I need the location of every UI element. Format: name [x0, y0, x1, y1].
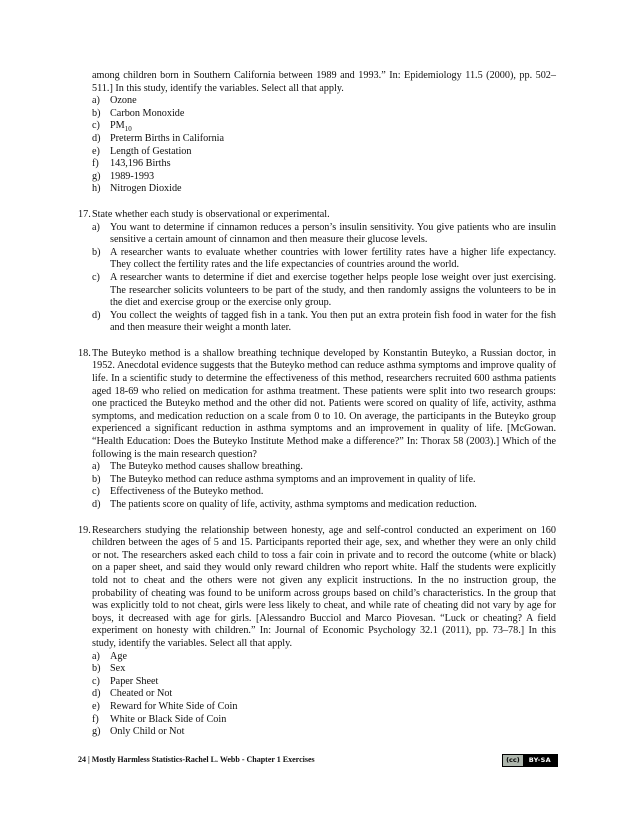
question-16-stem-end: among children born in Southern California between 1989 and 1993.” In: Epidemiology 11.5 (2000), pp. 502–511.] In this study, identify the variables. Select all that apply.	[92, 70, 556, 94]
question-17-option: d) You collect the weights of tagged fish in a tank. You then put an extra protein fish food in water for the fish and then measure their weight a month later.	[92, 309, 556, 334]
question-16-option: e) Length of Gestation	[92, 145, 192, 157]
question-16-option: a) Ozone	[92, 95, 137, 107]
question-16-continuation	[92, 70, 556, 196]
question-18-option: a) The Buteyko method causes shallow breathing.	[92, 461, 303, 473]
question-17-option: c) A researcher wants to determine if diet and exercise together helps people lose weight over just exercising. The researcher solicits volunteers to be part of the study, and then randomly assigns the volunteers to be in the diet and exercise group or the exercise only group.	[92, 271, 556, 309]
question-19-option: b) Sex	[92, 663, 126, 675]
question-18-option: b) The Buteyko method can reduce asthma symptoms and an improvement in quality of life.	[92, 473, 476, 485]
question-19-option: f) White or Black Side of Coin	[92, 713, 227, 725]
question-number: 18.	[78, 347, 91, 359]
question-19-option: a) Age	[92, 650, 127, 662]
question-17-body	[92, 209, 556, 335]
question-19-body	[92, 525, 556, 739]
cc-icon: (cc)	[503, 755, 523, 766]
question-number: 17.	[78, 208, 91, 220]
question-16-options	[92, 95, 556, 196]
question-16-option: d) Preterm Births in California	[92, 132, 225, 144]
question-17	[78, 209, 556, 335]
question-16-option: c) $PM_{10}$	[92, 120, 132, 134]
question-19-option: d) Cheated or Not	[92, 688, 173, 700]
question-16-option: f) 143,196 Births	[92, 158, 171, 170]
question-19-stem: Researchers studying the relationship between honesty, age and self-control conducted an experiment on 160 children between the ages of 5 and 15. Participants reported their age, sex, and whether they were an only child or not. The researchers asked each child to toss a fair coin in private and to record the outcome (white or black) on a paper sheet, and said they would only reward children who report white. Half the students were explicitly told not to cheat and the others were not given any explicit instructions. In the no instruction group, the probability of cheating was found to be uniform across groups based on child’s characteristics. In the group that was explicitly told to not cheat, girls were less likely to cheat, and while rate of cheating did not vary by age for boys, it decreased with age for girls. [Alessandro Bucciol and Marco Piovesan. “Luck or cheating? A field experiment on honesty with children.” In: Journal of Economic Psychology 32.1 (2011), pp. 73–78.] In this study, identify the variables. Select all that apply.	[92, 524, 556, 649]
question-18-option: c) Effectiveness of the Buteyko method.	[92, 486, 264, 498]
question-19-option: g) Only Child or Not	[92, 726, 185, 738]
cc-license-badge[interactable]	[502, 754, 558, 767]
question-16-option: b) Carbon Monoxide	[92, 107, 185, 119]
question-19	[78, 525, 556, 739]
question-18-option: d) The patients score on quality of life, activity, asthma symptoms and medication reduction.	[92, 499, 477, 510]
question-number: 19.	[78, 524, 91, 536]
question-16-option: h) Nitrogen Dioxide	[92, 183, 182, 195]
question-18-body	[92, 348, 556, 512]
question-17-stem: State whether each study is observational or experimental.	[92, 208, 330, 220]
question-17-option: a) You want to determine if cinnamon reduces a person’s insulin sensitivity. You give patients who are insulin sensitive a certain amount of cinnamon and then measure their glucose levels.	[92, 221, 556, 246]
question-19-option: e) Reward for White Side of Coin	[92, 700, 238, 712]
question-18	[78, 348, 556, 512]
license-label: BY-SA	[523, 755, 557, 766]
footer-text: 24 | Mostly Harmless Statistics-Rachel L. Webb - Chapter 1 Exercises	[78, 755, 315, 765]
question-16-option: g) 1989-1993	[92, 170, 155, 182]
page-footer	[78, 754, 558, 767]
question-19-option: c) Paper Sheet	[92, 675, 159, 687]
page-content	[78, 70, 556, 739]
question-17-option: b) A researcher wants to evaluate whether countries with lower fertility rates have a higher life expectancy. They collect the fertility rates and the life expectancies of countries around the world.	[92, 246, 556, 271]
question-18-stem: The Buteyko method is a shallow breathing technique developed by Konstantin Buteyko, a Russian doctor, in 1952. Anecdotal evidence suggests that the Buteyko method can reduce asthma symptoms and improve quality of life. In a scientific study to determine the effectiveness of this method, researchers recruited 600 asthma patients aged 18-69 who relied on medication for asthma treatment. These patients were split into two research groups: one practiced the Buteyko method and the other did not. Patients were scored on quality of life, activity, asthma symptoms, and medication reduction on a scale from 0 to 10. On average, the participants in the Buteyko group experienced a significant reduction in asthma symptoms and an improvement in quality of life. [McGowan. “Health Education: Does the Buteyko Institute Method make a difference?” In: Thorax 58 (2003).] Which of the following is the main research question?	[92, 347, 556, 460]
